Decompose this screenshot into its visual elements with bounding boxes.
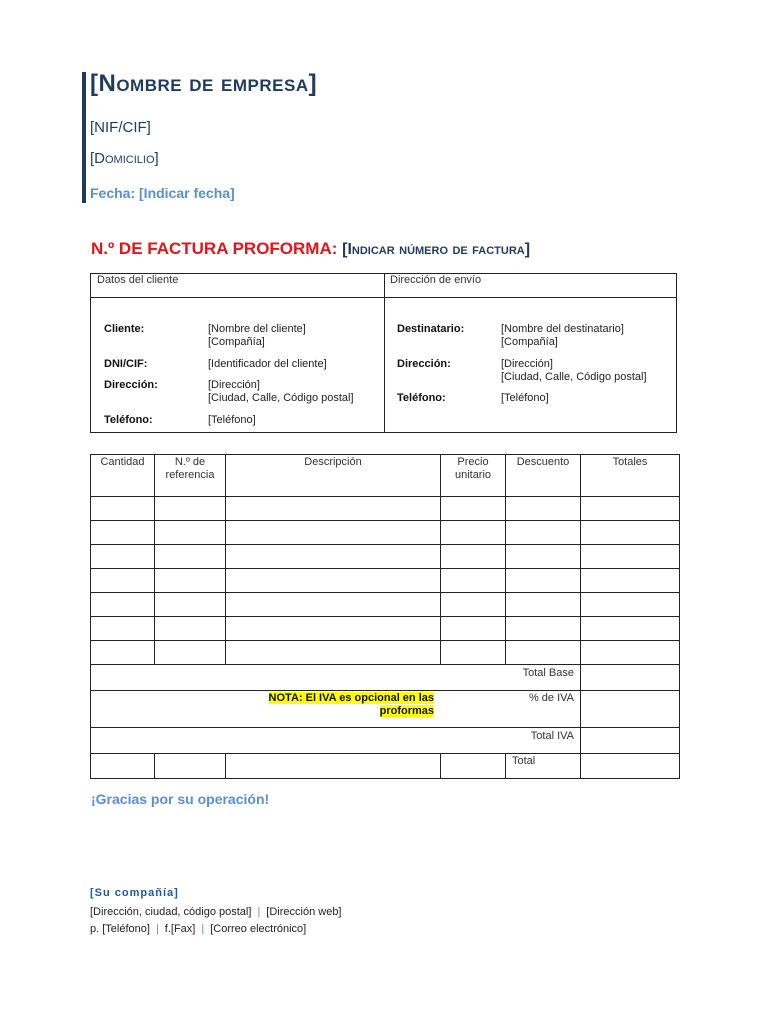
footer-separator: | (155, 923, 159, 935)
col-header-referencia: N.º de referencia (155, 455, 226, 497)
footer-company: [Su compañía] (90, 887, 179, 899)
iva-row (91, 691, 680, 728)
iva-note-cell (91, 691, 581, 728)
total-base-row (91, 665, 680, 691)
invoice-title-label: N.º DE FACTURA PROFORMA: (91, 239, 343, 258)
total-row (91, 754, 680, 779)
invoice-number: [Indicar número de factura] (342, 241, 531, 258)
iva-note (91, 692, 434, 718)
table-row (91, 641, 680, 665)
total-label: Total (506, 754, 581, 779)
table-row (91, 497, 680, 521)
shipping-address: [Dirección] (501, 358, 553, 370)
table-header-row (91, 455, 680, 497)
col-header-precio: Precio unitario (441, 455, 506, 497)
footer-web: [Dirección web] (266, 906, 342, 918)
col-header-descuento: Descuento (506, 455, 581, 497)
total-iva-row (91, 728, 680, 754)
iva-note-line2: proformas (379, 705, 434, 717)
client-phone-label: Teléfono: (104, 414, 153, 426)
iva-note-line1: NOTA: El IVA es opcional en las (268, 692, 434, 704)
footer-separator: | (257, 906, 261, 918)
shipping-address-label: Dirección: (397, 358, 451, 370)
col-header-totales: Totales (581, 455, 680, 497)
footer-phone: p. [Teléfono] (90, 923, 150, 935)
recipient-company: [Compañía] (501, 336, 558, 348)
client-company: [Compañía] (208, 336, 265, 348)
client-shipping-box (90, 273, 677, 433)
col-header-descripcion: Descripción (226, 455, 441, 497)
total-iva-label: Total IVA (91, 728, 581, 754)
client-name: [Nombre del cliente] (208, 323, 306, 335)
thanks-message: ¡Gracias por su operación! (91, 791, 270, 807)
client-header: Datos del cliente (97, 274, 179, 286)
table-row (91, 545, 680, 569)
total-base-value[interactable] (581, 665, 680, 691)
footer-line-1 (90, 906, 342, 918)
shipping-header: Dirección de envío (390, 274, 482, 286)
iva-percent-label: % de IVA (528, 692, 574, 704)
header-accent-bar (82, 72, 86, 203)
invoice-title (91, 239, 530, 259)
footer-separator: | (201, 923, 205, 935)
iva-percent-value[interactable] (581, 691, 680, 728)
client-phone: [Teléfono] (208, 414, 256, 426)
shipping-city: [Ciudad, Calle, Código postal] (501, 371, 647, 383)
shipping-phone: [Teléfono] (501, 392, 549, 404)
recipient-label: Destinatario: (397, 323, 465, 335)
client-address-label: Dirección: (104, 379, 158, 391)
recipient-name: [Nombre del destinatario] (501, 323, 624, 335)
box-divider-horizontal (91, 297, 676, 298)
total-base-label: Total Base (91, 665, 581, 691)
table-row (91, 593, 680, 617)
shipping-phone-label: Teléfono: (397, 392, 446, 404)
client-label: Cliente: (104, 323, 145, 335)
dni-label: DNI/CIF: (104, 358, 148, 370)
company-nif: [NIF/CIF] (90, 119, 151, 136)
client-city: [Ciudad, Calle, Código postal] (208, 392, 354, 404)
footer-line-2 (90, 923, 306, 935)
footer-fax: f.[Fax] (164, 923, 196, 935)
company-name: [Nombre de empresa] (90, 70, 318, 97)
total-iva-value[interactable] (581, 728, 680, 754)
table-row (91, 569, 680, 593)
client-address: [Dirección] (208, 379, 260, 391)
invoice-date: Fecha: [Indicar fecha] (90, 185, 235, 201)
table-row (91, 617, 680, 641)
client-id: [Identificador del cliente] (208, 358, 327, 370)
footer-address: [Dirección, ciudad, código postal] (90, 906, 252, 918)
items-table (90, 454, 680, 779)
table-row (91, 521, 680, 545)
company-address: [Domicilio] (90, 150, 159, 167)
footer-email: [Correo electrónico] (210, 923, 307, 935)
col-header-cantidad: Cantidad (91, 455, 155, 497)
total-value[interactable] (581, 754, 680, 779)
